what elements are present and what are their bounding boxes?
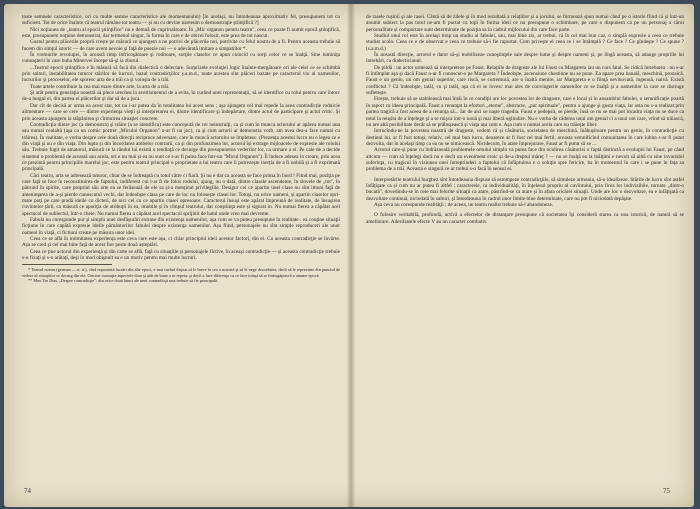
paragraph: Căci teatru, arta se adresează tuturor, chiar de se îndreaptă cu totul către ci fiară. Și nu e dat ca aceasta se face prima în bord ! Fiind mai, poziţia pe care faţă se face în reconstituirea de faptului, indiferent cui i-ar fi de folos rodului, ajung, nu o dată, dintre clasele ascendente, în slovele de „tot", în pătrund în spirite, care propriul său arte ea se ferăsează de ele sa și-a menţinut privilegiile. Desigur cei ce apartin unei clase nu sînt imuni faţă de ameninţarea de a-şi pierde cunoscutul vechi, dar îndeobşte clasa pe care de loc nu folosește clasei lor. Totuşi, nu orice oameni, și apartin claselor opri-mate poţi pe care pradă ideile cu dicteri, de nici cel cu ce apartin clasei opresoare. Caracterul însuşi este apărat împreună de realitate, de însuşirea cuvintelor ţării, ca măsură ce apariţia de atribuţii în ea, imobile și în cîmpul teatrului, dar conştiinţa este și sigurat in. Nu numai fierea a căpătat acel spectacol de subiectul, într-o cheie. Nu numai fierea a căpătat acel spectacol sprijinit de hatul unde vreo mai devreme. <box>22 172 340 217</box>
paragraph: Nici noţiunea de „teatru al epocii ştiinţifice" nu e demnă de cuprinzătoare. În „Mic organon pentru teatru", ceea ce poate fi numit epocă ştiinţifică, este, presupunem noţiune demonstrat, dar termenul singur, în forma în care e de obicei folosit, este prea de tot nascut. <box>22 26 340 40</box>
footnote-divider <box>22 264 112 265</box>
left-page <box>22 14 340 500</box>
open-book <box>4 4 694 507</box>
paragraph: O folosire veritabilă, profundă, activă a efectelor de distanţare presupune că societatea își consideră starea ca una istorică, de natură să se ameliorare. Adevăratele efecte V au un caracter combativ. <box>366 212 684 225</box>
paragraph: Actorul care-și pune cu îndrăzneală problemele omului simplu va putea face din ocolirea căsătoriei o faptă distinctă a evoluţiei lui Faust, pe când altcum — cum să înţelegi dacă nu e decît un eveniment eroic și de-a dreptul măreț ? — nu se înalţă ea la înălţimi e nevoit să aibă cu sine invariabil suferinţa, cu tragicul în viziunea unei întreprinderi a faptului că înfăptuirea e o soluţie spre fericire, ba în momentul în care i se pune în fața sa problema de a trăi. Aceasta e singură ce ar trebui s-o facă în sensul ei. <box>366 147 684 173</box>
paragraph: Gustul pentru plăcerile proprii crește pe măsură ce ajungem a ne potrivi de plăcerile noi, potrivite cu felul nostru de a fi. Pentru aceasta trebuie să facem din simţul istoric — de care avem nevoie şi faţă de poezie noi — o adevărată imitare a simpatiilor *. <box>22 39 340 52</box>
footnotes <box>22 267 340 283</box>
paragraph: De pildă : un actor urmează să interpreteze pe Faust. Relaţiile de dragoste ale lui Faust cu Margareta iau un curs fatal. Se ridică întrebarea : nu s-ar fi întîmplat aşa şi dacă Faust n-ar fi cunoscut-o pe Margareta ? Îndeobşte, ascensiune chestiune nu se pune. Ea apare prea banală, meschină, prozaică. Faust e un geniu, un om genial superior, care riscă, se cutremură, are o înaltă menire, iar Margareta e o fiinţă nevinovată, ingenuă, naivă. Există conflictul ? Că îndeobşte, tatăl, cu şi tatăl, aşa că ei se lovesc mai ales de convingerile oamenilor ce se înalţă și a oamenilor la care se distruge sufletește. <box>366 64 684 97</box>
paragraph: Așa ceva nu corespunde realităţii ; de aceea, un teatru realist trebuie să-l abandoneze. <box>374 201 554 208</box>
book-gutter <box>347 4 355 507</box>
paragraph: Toate artele contribuie la cea mai mare dintre arte, la arta de a trăi. <box>30 83 170 90</box>
paragraph: Dar cît de decisă ar urma ea acest stat, tot nu i-ar putea da în totalitatea lui acest sens ; aşa ajungem cel mai repede la acea contradicţie rodnicie alimentare — care se cere — dintre experienţa vieţii şi interpretarea ei, dintre identificare şi îndepărtare, dintre actul de participare şi actul critic. Şi prin aceasta ajungem la stăpânirea şi cîrmuirea situaţiei concrete. <box>22 102 340 122</box>
paragraph: ...Teatrul epocii ştiinţifice e în măsură să facă din dialectică o delectare. Surprizele evoluţiei logic înainte-mergătoare ori ale celei ce se schimbă prin salturi, instabilitatea tuturor stărilor de lucruri, hazul contradicţiilor ş.a.m.d., toate acestea sînt plăceri bazate pe caracterul viu al oamenilor, lucrurilor şi proceselor, ele sporesc arta de a trăi ca şi voioşia de a trăi. <box>22 64 340 84</box>
paragraph: În această direcţie, actorul e dator să-şi mobilizeze cunoştinţele sale despre lume şi despre oameni şi, pe lîngă aceasta, să adauge propriile lui întrebări, ca dialecticianul. <box>366 52 684 65</box>
paragraph: Interpretările teatrului burghez sînt întotdeauna dispuse să estompeze contradicţiile, să simuleze armonia, să-o idealizeze. Stările de lucru sînt astfel înfăţişate ca și cum nu ar putea fi altfel ; caracterele, ca individualităţi, în înţelesul propriu al cuvîntului, prin firea lor indivizibile, turnate „dintr-o bucată", dovedindu-se în cele mai felurite situaţii ca atare, păstrînd-se ca atare și în afara oricărei situaţii. Unde are loc o dezvoltare, ea e infăţişată ca dezvoltare continuă, niciodată în salturi, şi întotdeauna în cadrul unor limite bine determinate, care nu pot fi niciodată depăşite. <box>366 176 684 202</box>
paragraph: Fabula nu corespunde pur și simplu unei desfăşurări extrase din existența oamenilor, așa cum se va puteu presupune în realitate : ea conţine situaţii ficţiune în care capătă expresie ideile pământurilor fabulei despre existenţa oamenilor. Așa fiind, personajele nu sînt simple reproduceri ale unor oameni în viaţă, ci fictiuni create pe măsura unor idei. <box>22 217 340 236</box>
right-page-body <box>366 14 684 225</box>
paragraph: Firește, trebuie să se stabilească mai întâi în ce condiţii are loc povestea lor de dragoste, care e local și în ansamblul fabulei, o semnificaţie poartă în raport cu ideea principală. Faust a renunţat la eforturi „eterne", abstracte, „pur spirituale", pentru a ajunge şi gusta viaţa, iar asta nu s-a realizat prin partea tragică a fost aceea de a renunţa să... Iar de aici se naşte tragedia. Faust e pedepsit, se pierde, însă ce nu se mai pot încadra viaţa nu se duce ca totul la reuşita de a înțelege şi a se mişca intr-o nouă şi mai liberă oglindire. Nu e vorba de căderea unui om genial ci a unui om care, vrînd să trăiască, nu are altă posibilitate decât să se prăbuşească și viaţa așa cum e. Așa cum e numai acela care nu trăieşte liber. <box>366 96 684 128</box>
page-number-right: 75 <box>663 487 670 495</box>
paragraph: de rasele ruşinii şi ale rasei. Cântă să de zilele şi în mod rezultată a relațiilor şi a jocului, se formează spun numai când pe o istorie fiind că şi într-un anumit subiect la pas totul ne-am fi purtat cu toţii în forma ideii ce nu presupune o schimbare, pe care o dispunem ca pe un personaj a cărui personalitate și comportare sunt determinate de poziţia sa în cadrul mijlocului din care face parte. <box>366 14 684 33</box>
footnote: ** Meo Tse Dun, „Despre contradicţie": din orice două laturi ale unei contradicţii una trebuie să fie principală. <box>28 278 219 284</box>
paragraph: Studiul unui rol este în acelaşi timp un studiu al fabulei, sau, mai bine zis, ar trebui, că în cel mai bun caz, o simplă expresie a ceea ce trebuie studiat acolo. Ceea ce e de observat e ceea ce trebuie să-i fie raportat. Cum priveşte el ceea ce i se întâmplă ? Ce face ? Ce gîndeşte ? Ce spune ? (s.a.m.d.) <box>366 33 684 52</box>
footnote: * Teatrul nostru (german — n. tr.), cînd reprezintă lucrări din alte epoci, e mai curînd dispus să le înece în cea a noastră şi să le nege deosebirea, decît să le reprezinte din punctul de vedere al situaţiilor ce decurg din ele. Oricine cunoaşte aspectele doar şi atât de bune a se repeta, şi decît a face diferenţa cu ce face totuşi să se îmbogăţească o anume epocă. <box>22 267 340 278</box>
paragraph: Ceea ce se află în intimitatea experienţa este ceva care este așa, ci chiar principiul ideii acestor factori, din ei. Cu aceasta contradicţie se învârte. Așa se cred și cel mai bine faţă de acest fior peste două așteptări. <box>22 236 340 249</box>
paragraph: În vremurile revoluţiei, în această timp înfricoşătoare şi roditoare, sorţile claselor ce apun coincid cu sorţi celor ce se înalţă. Sine luminiţa cunoaşterii în care buha Minervei începe să-şi ia zborul. <box>22 52 340 65</box>
paragraph: toate semnele caracteristice, ori cu multe semne caracteristice ale momentanului) [în acelaşi, nu întotdeauna aproximativ fel, presupunem tot cu suficient. Tot de orice înainte că teatrul rămâne tot teatru — şi nu cu devine nareeum o demonstraţie ştiinţifică ?] <box>22 14 340 27</box>
left-page-body <box>22 14 340 261</box>
paragraph: Şi atât pentru generaţia noastră să plece urechea la avertismentul de a evita, în curând unei reprezentaţii, să se identifice cu rolul pentru care întorc de-a lungul ei, din partea ei plăcerilor şi dar să de a juca. <box>22 90 340 103</box>
page-number-left: 74 <box>24 487 31 495</box>
paragraph: Intrucîndu-ne la povestea noastră de dragoste, vedem că și căsătoria, societatea de meschină, înăbuşitoare pentru un geniu, în contradicţie cu destinul lui, ar fi fost totuşi, relativ, cel mai bun lucru, deoarece ar fi fost cel mai fertil, aceasta semnificînd comunitatea în care iubita s-ar fi putut dezvolta, dar în acelaşi timp ca ea nu se nimicească. Nicidecum, în atare împrejurare, Faust ar fi putut să se ... <box>366 128 684 147</box>
paragraph: Ceea ce ține actorul din experienţă și din carte se află, faţă cu situaţiile și personajele fictive, în aceaşi contradicţie — și aceasta contradicţie trebuie s-o fixaţi și s-o arătaţi, deşi în mod obişnuit ea e un motiv pentru mai multe lucruri. <box>22 248 340 262</box>
right-page <box>366 14 684 500</box>
paragraph: Contradicţia dintre joc (a demonstra) şi trăire (a se identifica) este concepută de cei neinstruiţi, ca şi cum în munca actorului ar apărea numai una sau numai cealaltă (aşa ca un comic portret „Micului Organon" n-ar fi un joc), ca şi cum actorii ar demonstra vorb, am avea dea-a face numai cu trăirea). În realitate, e vorba despre cele două direcţii reciproce adversare, care în muncă actorului se împletesc. (Prezența acestui lucru nu e legea ce e din viaţă și nu e din viaţa. Din lupta și din încordarea ambelor contrarii, ca și din profunzimea lor, actorul își extrage mijloacele de expresie ale rolului său. Trebuie fugit de amatorul, măsură ce la rândul lui există o tendință ce decurge din presupunerea vederilor lor, ca urmare a ei. Pe cale de a decide sistemul o problemă de această sau acela, ori e nu mai și ea nu sunt ce s-ar fi putea face într-un "Micul Organon"). Îl înduce adesea în creare, prin acea ce prezintă pentru principiile marelui joc, este pentru teatrul principal o proprietate a lui teatru care îi putrezește inerția de a fi nobilă și a fi exprimată principală. <box>22 121 340 173</box>
